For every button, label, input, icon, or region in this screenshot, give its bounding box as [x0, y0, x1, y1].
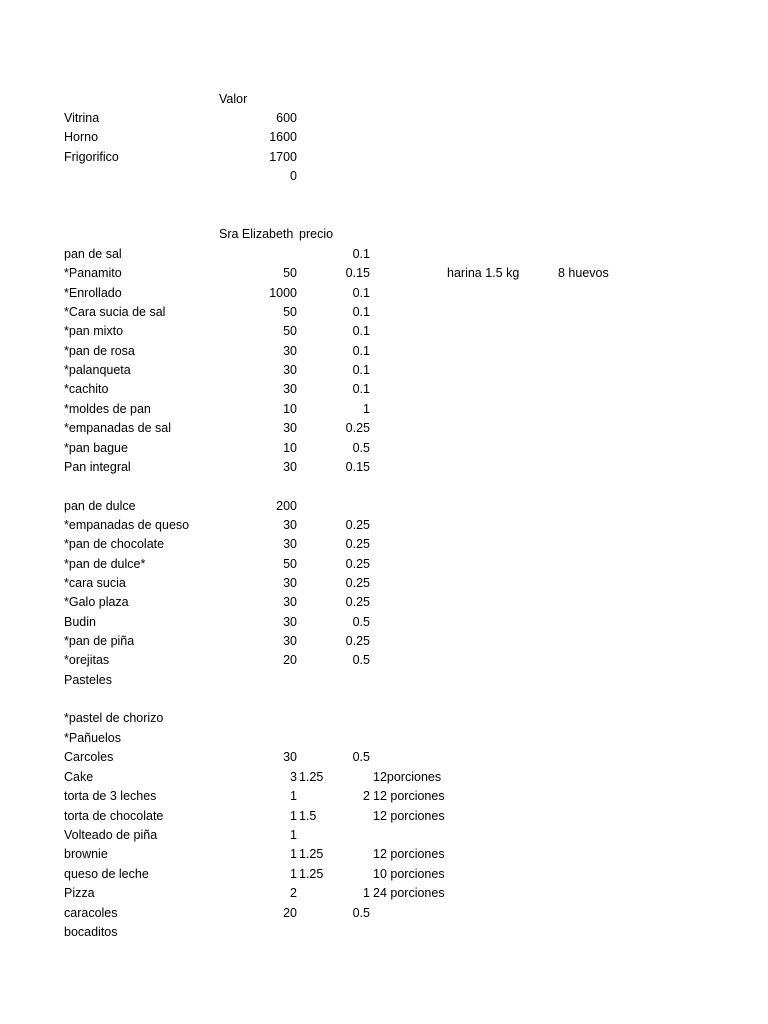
column-header-valor: Valor [219, 92, 248, 106]
cake-quantity: 1 [290, 867, 297, 881]
equipment-value: 0 [290, 169, 297, 183]
product-name: *palanqueta [64, 363, 131, 377]
product-name: Budin [64, 615, 96, 629]
product-quantity: 30 [283, 421, 297, 435]
product-name: *Galo plaza [64, 595, 129, 609]
cake-price: 1.5 [299, 809, 317, 823]
equipment-name: Horno [64, 130, 99, 144]
product-name: bocaditos [64, 925, 118, 939]
product-name: *pan bague [64, 441, 128, 455]
cake-quantity: 1 [290, 789, 297, 803]
product-name: *pan de piña [64, 634, 135, 648]
cake-portion-count: 2 [363, 789, 370, 803]
cake-price: 1.25 [299, 867, 324, 881]
product-quantity: 30 [283, 344, 297, 358]
product-quantity: 30 [283, 615, 297, 629]
product-name: *cara sucia [64, 576, 126, 590]
cake-quantity: 1 [290, 809, 297, 823]
cake-portions: 12porciones [373, 770, 442, 784]
product-price: 0.25 [345, 576, 370, 590]
product-quantity: 30 [283, 460, 297, 474]
product-price: 0.5 [352, 441, 370, 455]
cake-quantity: 2 [290, 886, 297, 900]
product-price: 0.1 [352, 344, 370, 358]
product-price: 0.25 [345, 557, 370, 571]
product-name: *pan de chocolate [64, 537, 165, 551]
product-price: 1 [363, 402, 370, 416]
product-price: 0.25 [345, 518, 370, 532]
product-name: *Cara sucia de sal [64, 305, 166, 319]
product-name: *cachito [64, 382, 109, 396]
equipment-name: Vitrina [64, 111, 100, 125]
cake-name: brownie [64, 847, 108, 861]
product-price: 0.25 [345, 595, 370, 609]
product-quantity: 30 [283, 595, 297, 609]
product-name: *Pañuelos [64, 731, 121, 745]
product-name: Carcoles [64, 750, 114, 764]
product-name: *pan mixto [64, 324, 124, 338]
product-quantity: 50 [283, 266, 297, 280]
cake-price: 1.25 [299, 847, 324, 861]
product-quantity: 30 [283, 750, 297, 764]
product-price: 0.15 [345, 460, 370, 474]
product-quantity: 30 [283, 363, 297, 377]
product-price: 0.1 [352, 382, 370, 396]
product-name: *Enrollado [64, 286, 122, 300]
product-quantity: 50 [283, 324, 297, 338]
product-price: 0.25 [345, 634, 370, 648]
product-price: 0.25 [345, 421, 370, 435]
product-name: pan de dulce [64, 499, 136, 513]
cake-portions: 12 porciones [373, 847, 445, 861]
product-name: Pan integral [64, 460, 131, 474]
cake-quantity: 3 [290, 770, 297, 784]
product-name: caracoles [64, 906, 118, 920]
cake-price: 1.25 [299, 770, 324, 784]
product-name: pan de sal [64, 247, 122, 261]
cake-name: Volteado de piña [64, 828, 158, 842]
section-header-precio: precio [299, 227, 334, 241]
cake-name: Cake [64, 770, 94, 784]
cake-name: torta de 3 leches [64, 789, 157, 803]
cake-quantity: 1 [290, 847, 297, 861]
product-quantity: 30 [283, 382, 297, 396]
product-note-2: 8 huevos [558, 266, 609, 280]
product-quantity: 30 [283, 634, 297, 648]
product-quantity: 200 [276, 499, 297, 513]
product-price: 0.1 [352, 286, 370, 300]
equipment-value: 1700 [269, 150, 297, 164]
product-name: *pan de rosa [64, 344, 135, 358]
product-quantity: 50 [283, 305, 297, 319]
product-price: 0.5 [352, 615, 370, 629]
product-quantity: 1000 [269, 286, 297, 300]
product-price: 0.5 [352, 906, 370, 920]
product-name: *empanadas de sal [64, 421, 172, 435]
cake-name: Pizza [64, 886, 95, 900]
product-quantity: 30 [283, 576, 297, 590]
product-price: 0.5 [352, 653, 370, 667]
product-quantity: 20 [283, 653, 297, 667]
product-price: 0.25 [345, 537, 370, 551]
product-price: 0.1 [352, 363, 370, 377]
product-quantity: 10 [283, 441, 297, 455]
product-name: *pastel de chorizo [64, 711, 164, 725]
equipment-name: Frigorifico [64, 150, 119, 164]
product-name: *Panamito [64, 266, 122, 280]
cake-portions: 12 porciones [373, 809, 445, 823]
product-price: 0.1 [352, 305, 370, 319]
product-price: 0.1 [352, 324, 370, 338]
product-quantity: 20 [283, 906, 297, 920]
cake-name: queso de leche [64, 867, 149, 881]
cake-portions: 24 porciones [373, 886, 445, 900]
product-note: harina 1.5 kg [447, 266, 520, 280]
cake-portions: 10 porciones [373, 867, 445, 881]
product-quantity: 50 [283, 557, 297, 571]
cake-portions: 12 porciones [373, 789, 445, 803]
product-quantity: 10 [283, 402, 297, 416]
equipment-value: 1600 [269, 130, 297, 144]
product-name: *orejitas [64, 653, 110, 667]
product-quantity: 30 [283, 537, 297, 551]
product-name: *moldes de pan [64, 402, 151, 416]
product-price: 0.15 [345, 266, 370, 280]
product-price: 0.5 [352, 750, 370, 764]
cake-name: torta de chocolate [64, 809, 164, 823]
product-price: 0.1 [352, 247, 370, 261]
cake-quantity: 1 [290, 828, 297, 842]
section-header-sra-elizabeth: Sra Elizabeth [219, 227, 294, 241]
product-name: *empanadas de queso [64, 518, 190, 532]
product-name: Pasteles [64, 673, 112, 687]
cake-portion-count: 1 [363, 886, 370, 900]
product-quantity: 30 [283, 518, 297, 532]
product-name: *pan de dulce* [64, 557, 146, 571]
equipment-value: 600 [276, 111, 297, 125]
